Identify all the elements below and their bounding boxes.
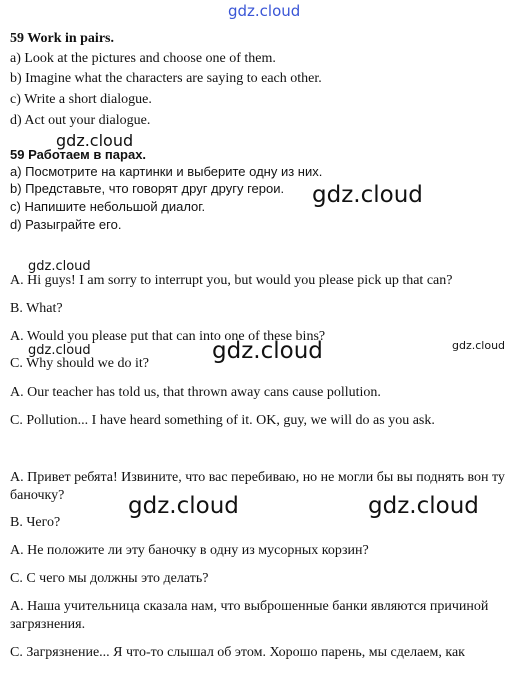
watermark-top: gdz.cloud [228,2,301,20]
watermark: gdz.cloud [312,182,423,208]
dialogue-line-ru: А. Не положите ли эту баночку в одну из мусорных корзин? [10,543,369,558]
dialogue-line-ru: А. Наша учительница сказала нам, что выброшенные банки являются причиной загрязнения. [10,599,489,632]
dialogue-line-ru: В. Чего? [10,515,61,530]
watermark: gdz.cloud [56,131,134,150]
watermark: gdz.cloud [128,493,239,519]
dialogue-line-en: C. Why should we do it? [10,356,149,371]
dialogue-line-en: A. Our teacher has told us, that thrown away cans cause pollution. [10,385,381,400]
dialogue-line-en: C. Pollution... I have heard something of it. OK, guy, we will do as you ask. [10,413,435,428]
dialogue-line-ru: С. С чего мы должны это делать? [10,571,209,586]
task-item-ru: b) Представьте, что говорят друг другу герои. [10,181,285,196]
task-item-ru: а) Посмотрите на картинки и выберите одну из них. [10,164,323,179]
task-heading-en: 59 Work in pairs. [10,31,114,46]
task-item-en: d) Act out your dialogue. [10,113,151,128]
task-item-en: c) Write a short dialogue. [10,92,152,107]
watermark: gdz.cloud [28,259,91,274]
task-item-ru: c) Напишите небольшой диалог. [10,199,206,214]
dialogue-line-ru: А. Привет ребята! Извините, что вас перебиваю, но не могли бы вы поднять вон ту баночку? [10,470,505,503]
watermark: gdz.cloud [28,343,91,358]
watermark: gdz.cloud [368,493,479,519]
task-heading-ru: 59 Работаем в парах. [10,147,147,162]
task-item-ru: d) Разыграйте его. [10,217,122,232]
watermark: gdz.cloud [452,339,506,352]
task-item-en: b) Imagine what the characters are saying to each other. [10,71,322,86]
dialogue-line-en: A. Would you please put that can into one of these bins? [10,329,326,344]
dialogue-line-en: A. Hi guys! I am sorry to interrupt you, but would you please pick up that can? [10,273,453,288]
dialogue-line-en: B. What? [10,301,63,316]
task-item-en: a) Look at the pictures and choose one of them. [10,51,276,66]
dialogue-line-ru: С. Загрязнение... Я что-то слышал об этом. Хорошо парень, мы сделаем, как [10,645,465,660]
watermark: gdz.cloud [212,338,323,364]
